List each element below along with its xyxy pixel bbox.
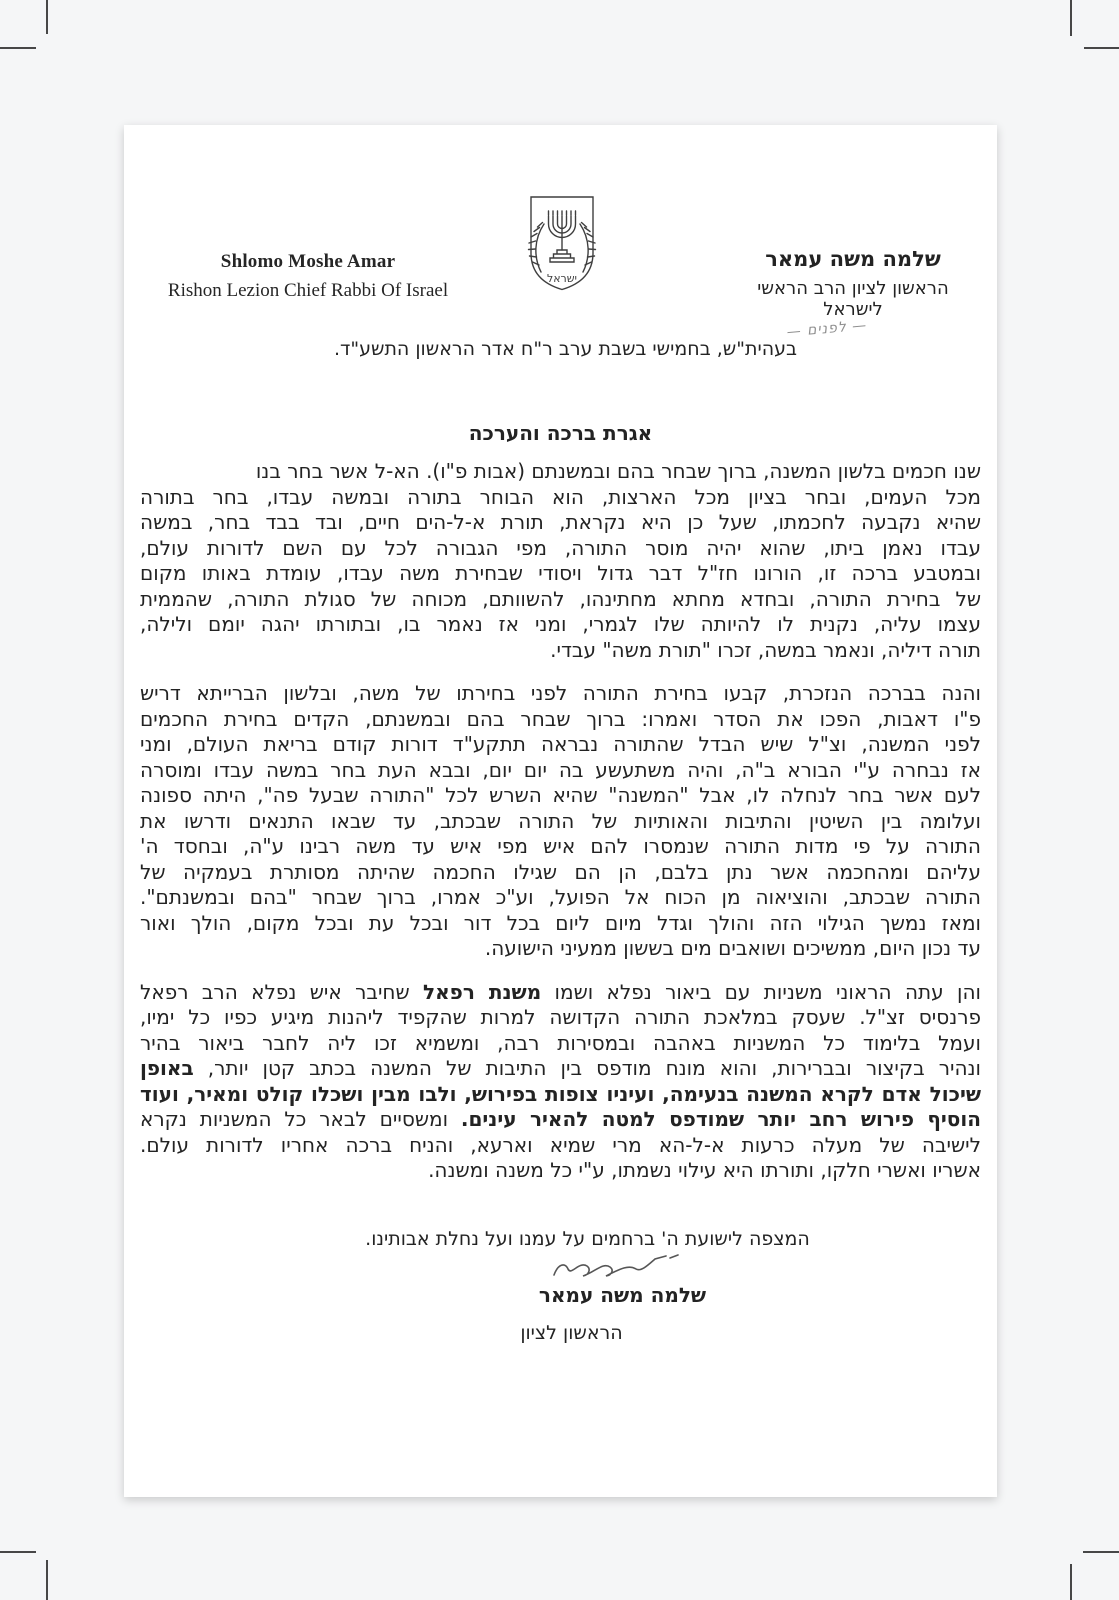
signature-scribble-icon [544,1253,694,1281]
text-line [140,681,981,707]
emblem-of-israel-icon [522,193,602,293]
bold-text-segment: באופן [140,1056,194,1080]
text-line [140,561,981,587]
text-line [140,809,981,835]
corner-mark-top-left-v [46,0,48,34]
paragraph-2 [140,681,981,962]
text-segment: ועמל בלימוד כל המשניות באהבה ובמסירות רבה, ומשמיא זכו ליה לחבר ביאור בהיר [140,1030,981,1055]
text-line [140,1158,981,1184]
closing-block [124,1228,997,1344]
text-segment: לעם אשר בחר לנחלה לו, אבל "המשנה" שהיא השרש לכל "התורה שבעל פה", היתה ספונה [140,783,981,807]
corner-mark-bottom-left-v [46,1560,48,1600]
signature-name: שלמה משה עמאר [538,1283,707,1307]
text-line [140,783,981,809]
text-line [140,485,981,511]
bold-text-segment: שיכול אדם לקרא המשנה בנעימה, ועיניו צופות בפירוש, ולבו מבין ושכלו קולט ומאיר, ועוד [140,1081,981,1106]
paragraphs [140,459,981,1202]
text-line [140,612,981,638]
english-title: Rishon Lezion Chief Rabbi Of Israel [167,280,449,301]
text-line [140,536,981,562]
paragraph-1 [140,459,981,663]
text-segment: עצמו עליה, נקנית לו להיותה שלו לגמרי, ומני אז נאמר בו, ובתורתו יהגה יומם ולילה, [140,612,981,636]
text-segment: אז נבחרה ע"י הבורא ב"ה, והיה משתעשע בה יום יום, ובבא העת בחר במשה עבדו ומוסרה [140,757,981,782]
closing-blessing: המצפה לישועת ה' ברחמים על עמנו ועל נחלת אבותינו. [365,1228,810,1250]
signature-title: הראשון לציון [520,1322,623,1344]
handwritten-note: — לפנים — [786,317,868,341]
paragraph-3 [140,980,981,1184]
text-line [140,510,981,536]
text-line [140,936,981,962]
text-line [140,707,981,733]
text-segment: שנו חכמים בלשון המשנה, ברוך שבחר בהם ובמשנתם (אבות פ"ו). הא-ל אשר בחר בנו [255,459,981,483]
hebrew-name: שלמה משה עמאר [765,247,941,271]
text-line [140,911,981,937]
text-line [140,638,981,664]
corner-mark-top-right-h [1084,47,1119,49]
text-segment: התורה על פי מדות התורה שנמסרו להם איש מפי איש עד משה רבינו ע"ה, ובחסד ה' [140,834,981,858]
corner-mark-top-right-v [1070,0,1072,36]
text-line [140,732,981,758]
english-name: Shlomo Moshe Amar [220,251,396,272]
text-segment: תורה דיליה, ונאמר במשה, זכרו "תורת משה" עבדי. [550,637,981,662]
text-segment: אשריו ואשרי חלקו, ותורתו היא עילוי נשמתו, ע"י כל משנה ומשנה. [428,1158,981,1182]
text-line [140,885,981,911]
corner-mark-bottom-left-h [0,1551,36,1553]
corner-mark-top-left-h [0,47,36,49]
text-line [140,980,981,1006]
text-segment: והנה בברכה הנזכרת, קבעו בחירת התורה לפני בחירתו של משה, ובלשון הברייתא דריש [140,681,981,705]
letter-title: אגרת ברכה והערכה [468,421,653,445]
letterhead-english [152,251,464,302]
date-line: בעהית"ש, בחמישי בשבת ערב ר"ח אדר הראשון התשע"ד. [333,338,797,360]
text-line [140,1133,981,1159]
text-segment: עבדו נאמן ביתו, שהוא יהיה מוסר התורה, מפי הגבורה לכל עם השם לדורות עולם, [140,535,981,560]
text-line [140,1031,981,1057]
text-line [140,1107,981,1133]
text-line [140,758,981,784]
text-segment: עד נכון היום, ממשיכים ושואבים מים בששון ממעיני הישועה. [484,936,981,960]
text-line [140,1005,981,1031]
text-segment: לפני המשנה, וצ"ל שיש הבדל שהתורה נבראה תתקע"ד דורות קודם בריאת העולם, ומני [140,732,981,756]
text-segment: שהיא נקבעה לחכמתו, שעל כן היא נקראת, תורת א-ל-הים חיים, ובד בבד בחר, במשה [140,510,981,534]
text-segment: שחיבר איש נפלא הרב רפאל [140,979,423,1004]
text-segment: ונהיר בקיצור ובברירות, והוא מונח מודפס בין התיבות של המשנה בכתב קטן יותר, [193,1056,981,1080]
emblem-caption: ישראל [546,272,578,285]
text-line [140,1082,981,1108]
corner-mark-bottom-right-h [1083,1551,1119,1553]
text-segment: של בחירת התורה, ובחדא מחתא מחתינהו, להשוותם, מכוחה של סגולת התורה, שהממית [140,586,981,611]
text-segment: ובמטבע ברכה זו, הורונו חז"ל דבר גדול ויסודי שבחירת משה עבדו, עומדת באותו מקום [140,561,981,585]
text-line [140,1056,981,1082]
corner-mark-bottom-right-v [1070,1564,1072,1600]
text-segment: פ"ו דאבות, הפכו את הסדר ואמרו: ברוך שבחר בהם ובמשנתם, הקדים בחירת החכמים [140,706,981,731]
text-line [140,587,981,613]
hebrew-title: הראשון לציון הרב הראשי לישראל [757,278,949,320]
letter-page [124,125,997,1497]
letterhead-hebrew [733,247,973,341]
text-segment: פרנסיס זצ"ל. שעסק במלאכת התורה הקדושה למרות שהקפיד ליהנות מיגיע כפיו כל ימיו, [140,1005,981,1029]
bold-text-segment: הוסיף פירוש רחב יותר שמודפס למטה להאיר עינים. [460,1107,981,1131]
text-segment: מכל העמים, ובחר בציון מכל הארצות, הוא הבוחר בתורה ובמשה עבדו, בחר בתורה [140,484,981,509]
bold-text-segment: משנת רפאל [423,979,542,1004]
text-segment: ומאז נמשך הגילוי הזה והולך וגדל מיום ליום בכל דור ובכל עת ובכל מקום, הולך ואור [140,910,981,935]
text-segment: התורה שבכתב, והוציאוה מן הכוח אל הפועל, וע"כ אמרו, ברוך שבחר "בהם ובמשנתם". [140,885,981,909]
text-segment: ועלומה בין השיטין והתיבות והאותיות של התורה שבכתב, עד שבאו התנאים ודרשו את [140,808,981,833]
text-segment: לישיבה של מעלה כרעות א-ל-הא מרי שמיא וארעא, והניח ברכה אחריו לדורות עולם. [140,1132,981,1157]
text-segment: והן עתה הראוני משניות עם ביאור נפלא ושמו [541,979,982,1004]
text-line [140,834,981,860]
text-line [140,459,981,485]
text-segment: עליהם ומהחכמה אשר נתן בלבם, הן הם שגילו החכמה שהיתה מסותרת בעמקיה של [140,859,981,884]
text-line [140,860,981,886]
text-segment: ומשסיים לבאר כל המשניות נקרא [140,1107,461,1131]
